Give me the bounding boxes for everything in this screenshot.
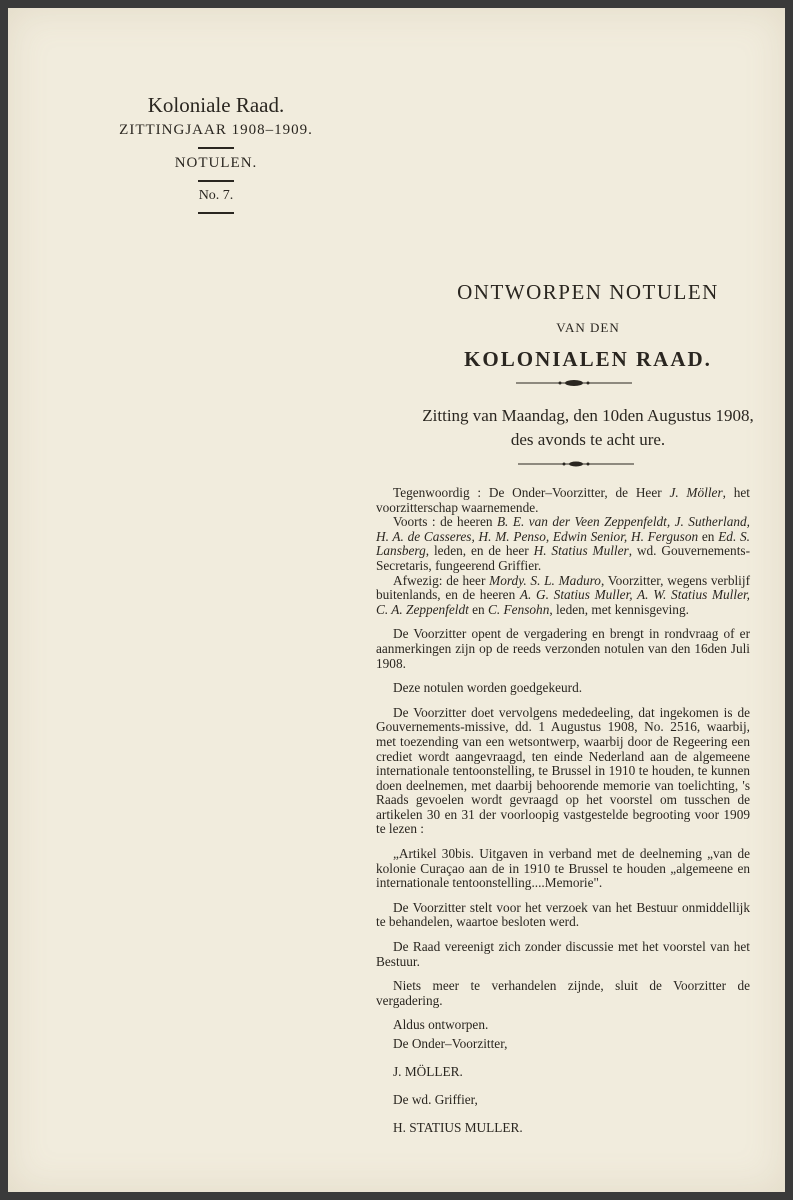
- members-paragraph: Voorts : de heeren B. E. van der Veen Zeppenfeldt, J. Sutherland, H. A. de Casseres, H. M. Penso, Edwin Senior, H. Ferguson en Ed. S. Lansberg, leden, en de heer H. Statius Muller, wd. Gouvernements-Secretaris, fungeerend Griffier.: [376, 514, 751, 573]
- signature-block: [376, 1035, 750, 1137]
- main-subtitle: VAN DEN: [556, 320, 620, 335]
- missive-paragraph: De Voorzitter doet vervolgens mededeeling, dat ingekomen is de Gouvernements-missive, dd. 1 Augustus 1908, No. 2516, waarbij, met toezending van een wetsontwerp, waarbij door de Regeering een crediet wordt aangevraagd, ten einde Nederland aan de algemeene internationale tentoonstelling, te Brussel in 1910 te houden, te kunnen doen deelnemen, met daarbij behoorende memorie van toelichting, 's Raads gevoelen wordt gevraagd op het voorstel om tusschen de artikelen 30 en 31 der voorloopig vastgestelde begrooting voor 1909 te lezen :: [376, 704, 750, 837]
- proposal-paragraph: De Voorzitter stelt voor het verzoek van het Bestuur onmiddellijk te behandelen, waartoe besloten werd.: [376, 899, 750, 930]
- signatory-role: De wd. Griffier,: [393, 1092, 478, 1107]
- council-name: KOLONIALEN RAAD.: [464, 347, 712, 371]
- header-rule: [198, 147, 234, 149]
- person-names: A. G. Statius Muller, A. W. Statius Muller, C. A. Zeppenfeldt: [376, 587, 750, 617]
- document-page: [8, 8, 785, 1192]
- absent-paragraph: Afwezig: de heer Mordy. S. L. Maduro, Voorzitter, wegens verblijf buitenlands, en de heeren A. G. Statius Muller, A. W. Statius Muller, C. A. Zeppenfeldt en C. Fensohn, leden, met kennisgeving.: [376, 572, 750, 617]
- minutes-body: [376, 486, 750, 1147]
- signatory-role: De Onder–Voorzitter,: [393, 1036, 508, 1051]
- person-name: J. Möller: [669, 485, 723, 500]
- left-header: [98, 92, 334, 220]
- section-label: NOTULEN.: [174, 155, 258, 171]
- ornament-divider: [518, 459, 634, 469]
- document-number: No. 7.: [198, 188, 234, 203]
- person-name: H. Statius Muller: [533, 543, 629, 559]
- person-name: C. Fensohn: [488, 601, 550, 617]
- session-heading: [378, 404, 793, 452]
- session-date: Zitting van Maandag, den 10den Augustus 1908,: [422, 406, 754, 425]
- main-title: ONTWORPEN NOTULEN: [457, 280, 719, 304]
- session-year: ZITTINGJAAR 1908–1909.: [119, 122, 313, 138]
- article-quote: „Artikel 30bis. Uitgaven in verband met de deelneming „van de kolonie Curaçao aan de in 1910 te Brussel te houden „algemeene en internationale tentoonstelling....Memorie".: [376, 846, 750, 891]
- attendance-paragraph: Tegenwoordig : De Onder–Voorzitter, de Heer J. Möller, het voorzitterschap waarnemende.: [376, 485, 750, 515]
- signatory-name: H. STATIUS MULLER.: [393, 1120, 523, 1135]
- approval-paragraph: Deze notulen worden goedgekeurd.: [393, 680, 583, 696]
- ornament-divider: [516, 378, 632, 388]
- agreement-paragraph: De Raad vereenigt zich zonder discussie met het voorstel van het Bestuur.: [376, 939, 750, 969]
- person-names: B. E. van der Veen Zeppenfeldt, J. Sutherland, H. A. de Casseres, H. M. Penso, Edwin Senior, H. Ferguson: [376, 514, 750, 544]
- person-name: Ed. S. Lansberg: [376, 528, 751, 559]
- signatory-name: J. MÖLLER.: [393, 1064, 463, 1079]
- session-time: des avonds te acht ure.: [510, 430, 666, 449]
- closing-paragraph: Niets meer te verhandelen zijnde, sluit de Voorzitter de vergadering.: [376, 978, 750, 1008]
- person-name: Mordy. S. L. Maduro: [489, 572, 601, 588]
- header-rule: [198, 212, 234, 214]
- drafted-line: Aldus ontworpen.: [393, 1017, 489, 1033]
- header-rule: [198, 180, 234, 182]
- opening-paragraph: De Voorzitter opent de vergadering en brengt in rondvraag of er aanmerkingen zijn op de reeds verzonden notulen van den 16den Juli 1908.: [376, 626, 750, 671]
- council-title: Koloniale Raad.: [147, 93, 285, 117]
